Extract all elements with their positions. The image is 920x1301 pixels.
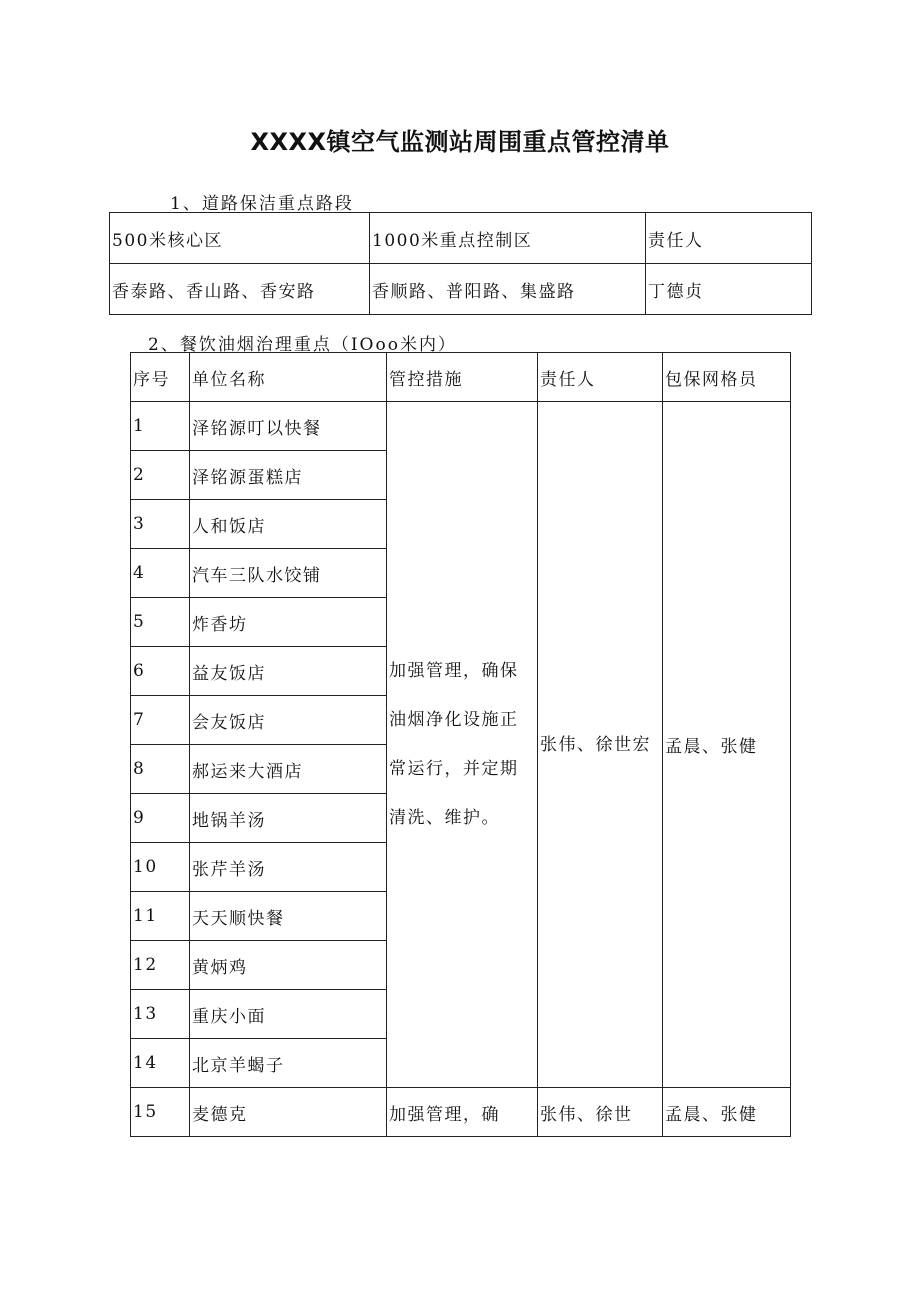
row-number: 15 bbox=[131, 1088, 190, 1137]
unit-name: 泽铭源蛋糕店 bbox=[190, 451, 387, 500]
control-measures: 加强管理，确 bbox=[387, 1088, 538, 1137]
table-row bbox=[131, 402, 791, 451]
unit-name: 北京羊蝎子 bbox=[190, 1039, 387, 1088]
unit-name: 麦德克 bbox=[190, 1088, 387, 1137]
core-zone-roads: 香泰路、香山路、香安路 bbox=[110, 264, 370, 315]
responsible-person: 张伟、徐世 bbox=[538, 1088, 663, 1137]
section-dining-label: 2、餐饮油烟治理重点（IOoo米内） bbox=[148, 335, 457, 355]
row-number: 10 bbox=[131, 843, 190, 892]
unit-name: 地锅羊汤 bbox=[190, 794, 387, 843]
row-number: 13 bbox=[131, 990, 190, 1039]
row-number: 8 bbox=[131, 745, 190, 794]
unit-name: 黄炳鸡 bbox=[190, 941, 387, 990]
unit-name: 重庆小面 bbox=[190, 990, 387, 1039]
road-cleaning-table bbox=[109, 212, 812, 315]
row-number: 11 bbox=[131, 892, 190, 941]
unit-name: 张芹羊汤 bbox=[190, 843, 387, 892]
unit-name: 人和饭店 bbox=[190, 500, 387, 549]
unit-name: 泽铭源叮以快餐 bbox=[190, 402, 387, 451]
table-row bbox=[131, 1088, 791, 1137]
table-header-row bbox=[110, 213, 812, 264]
page-title: XXXX镇空气监测站周围重点管控清单 bbox=[250, 128, 670, 156]
row-number: 7 bbox=[131, 696, 190, 745]
dining-smoke-table bbox=[130, 352, 791, 1137]
unit-name: 炸香坊 bbox=[190, 598, 387, 647]
header-measures: 管控措施 bbox=[387, 353, 538, 402]
row-number: 1 bbox=[131, 402, 190, 451]
unit-name: 郝运来大酒店 bbox=[190, 745, 387, 794]
row-number: 3 bbox=[131, 500, 190, 549]
unit-name: 汽车三队水饺铺 bbox=[190, 549, 387, 598]
header-responsible: 责任人 bbox=[646, 213, 812, 264]
row-number: 9 bbox=[131, 794, 190, 843]
section-road-label: 1、道路保洁重点路段 bbox=[170, 194, 354, 214]
table-header-row bbox=[131, 353, 791, 402]
header-core-zone: 500米核心区 bbox=[110, 213, 370, 264]
row-number: 4 bbox=[131, 549, 190, 598]
row-number: 2 bbox=[131, 451, 190, 500]
row-number: 5 bbox=[131, 598, 190, 647]
header-unit-name: 单位名称 bbox=[190, 353, 387, 402]
unit-name: 天天顺快餐 bbox=[190, 892, 387, 941]
road-responsible-person: 丁德贞 bbox=[646, 264, 812, 315]
header-responsible: 责任人 bbox=[538, 353, 663, 402]
header-control-zone: 1000米重点控制区 bbox=[370, 213, 646, 264]
grid-member: 孟晨、张健 bbox=[663, 402, 791, 1088]
control-measures: 加强管理，确保油烟净化设施正常运行，并定期清洗、维护。 bbox=[387, 402, 538, 1088]
unit-name: 会友饭店 bbox=[190, 696, 387, 745]
row-number: 12 bbox=[131, 941, 190, 990]
table-row bbox=[110, 264, 812, 315]
responsible-person: 张伟、徐世宏 bbox=[538, 402, 663, 1088]
header-grid-member: 包保网格员 bbox=[663, 353, 791, 402]
row-number: 14 bbox=[131, 1039, 190, 1088]
row-number: 6 bbox=[131, 647, 190, 696]
control-zone-roads: 香顺路、普阳路、集盛路 bbox=[370, 264, 646, 315]
header-number: 序号 bbox=[131, 353, 190, 402]
unit-name: 益友饭店 bbox=[190, 647, 387, 696]
grid-member: 孟晨、张健 bbox=[663, 1088, 791, 1137]
